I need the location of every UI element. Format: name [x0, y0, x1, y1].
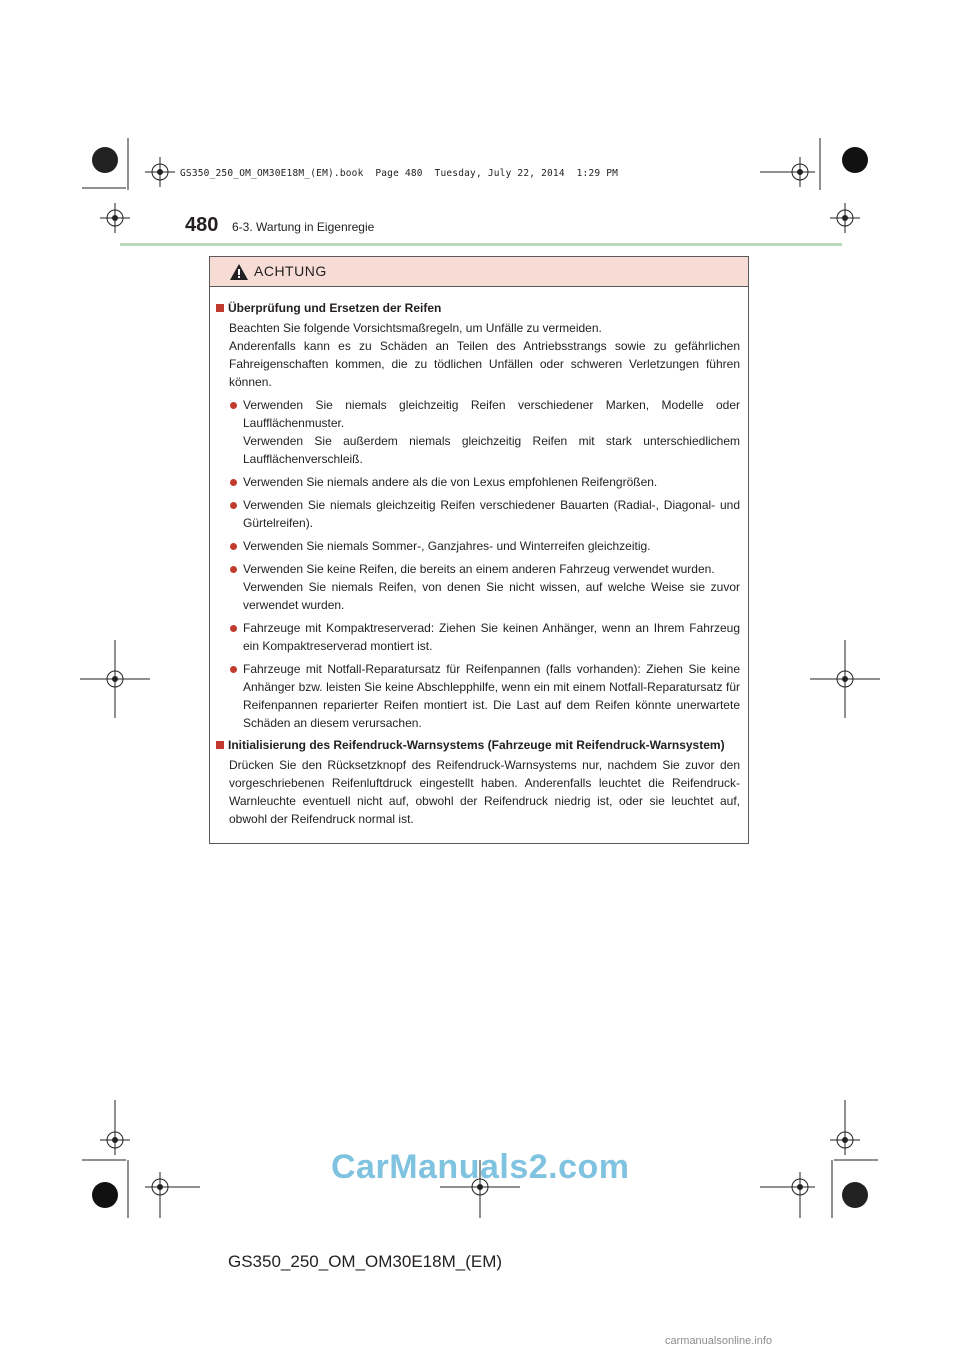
- section-heading: Initialisierung des Reifendruck-Warnsystems (Fahrzeuge mit Reifendruck-Warnsystem): [210, 736, 748, 754]
- round-bullet-icon: [230, 666, 237, 673]
- warning-box: [209, 256, 749, 844]
- intro-text: Anderenfalls kann es zu Schäden an Teilen des Antriebsstrangs sowie zu gefährlichen Fahreigenschaften kommen, die zu tödlichen Unfällen oder schweren Verletzungen führen können.: [229, 339, 740, 389]
- section-heading: Überprüfung und Ersetzen der Reifen: [210, 299, 748, 317]
- square-bullet-icon: [216, 741, 224, 749]
- warning-heading: ACHTUNG: [254, 263, 327, 279]
- round-bullet-icon: [230, 502, 237, 509]
- list-item: Verwenden Sie keine Reifen, die bereits an einem anderen Fahrzeug verwendet wurden. Verwenden Sie niemals Reifen, von denen Sie nicht wissen, auf welche Weise sie zuvor verwendet wurden.: [210, 560, 748, 614]
- list-item: Verwenden Sie niemals andere als die von Lexus empfohlenen Reifengrößen.: [210, 473, 748, 491]
- header-rule: [120, 243, 842, 246]
- round-bullet-icon: [230, 566, 237, 573]
- intro-text: Beachten Sie folgende Vorsichtsmaßregeln, um Unfälle zu vermeiden.: [229, 321, 602, 335]
- page-number: 480: [185, 214, 219, 236]
- warning-header: [210, 257, 748, 287]
- file-slug: GS350_250_OM_OM30E18M_(EM).book Page 480 Tuesday, July 22, 2014 1:29 PM: [180, 168, 619, 179]
- warning-content: [210, 299, 748, 828]
- section-title: 6-3. Wartung in Eigenregie: [232, 220, 375, 234]
- list-item: Verwenden Sie niemals gleichzeitig Reifen verschiedener Marken, Modelle oder Laufflächenmuster. Verwenden Sie außerdem niemals gleichzeitig Reifen mit stark unterschiedlichem Laufflächenverschleiß.: [210, 396, 748, 468]
- warning-triangle-icon: [230, 264, 248, 280]
- list-item: Verwenden Sie niemals Sommer-, Ganzjahres- und Winterreifen gleichzeitig.: [210, 537, 748, 555]
- list-item: Fahrzeuge mit Kompaktreserverad: Ziehen Sie keinen Anhänger, wenn an Ihrem Fahrzeug ein Kompaktreserverad montiert ist.: [210, 619, 748, 655]
- watermark: CarManuals2.com: [331, 1148, 630, 1186]
- round-bullet-icon: [230, 479, 237, 486]
- watermark-site: carmanualsonline.info: [665, 1335, 773, 1347]
- square-bullet-icon: [216, 304, 224, 312]
- round-bullet-icon: [230, 625, 237, 632]
- round-bullet-icon: [230, 402, 237, 409]
- footer-model-code: GS350_250_OM_OM30E18M_(EM): [228, 1252, 503, 1271]
- list-item: Verwenden Sie niemals gleichzeitig Reifen verschiedener Bauarten (Radial-, Diagonal- und Gürtelreifen).: [210, 496, 748, 532]
- list-item: Fahrzeuge mit Notfall-Reparatursatz für Reifenpannen (falls vorhanden): Ziehen Sie keine Anhänger bzw. leisten Sie keine Abschlepphilfe, wenn ein mit einem Notfall-Reparatursatz für Reifenpannen reparierter Reifen montiert ist. Die Last auf dem Reifen könnte unerwartete Schäden an diesem verursachen.: [210, 660, 748, 732]
- round-bullet-icon: [230, 543, 237, 550]
- body-text: Drücken Sie den Rücksetzknopf des Reifendruck-Warnsystems nur, nachdem Sie zuvor den vorgeschriebenen Reifenluftdruck eingestellt haben. Anderenfalls leuchtet die Reifendruck-Warnleuchte eventuell nicht auf, obwohl der Reifendruck niedrig ist, oder sie leuchtet auf, obwohl der Reifendruck normal ist.: [229, 758, 740, 826]
